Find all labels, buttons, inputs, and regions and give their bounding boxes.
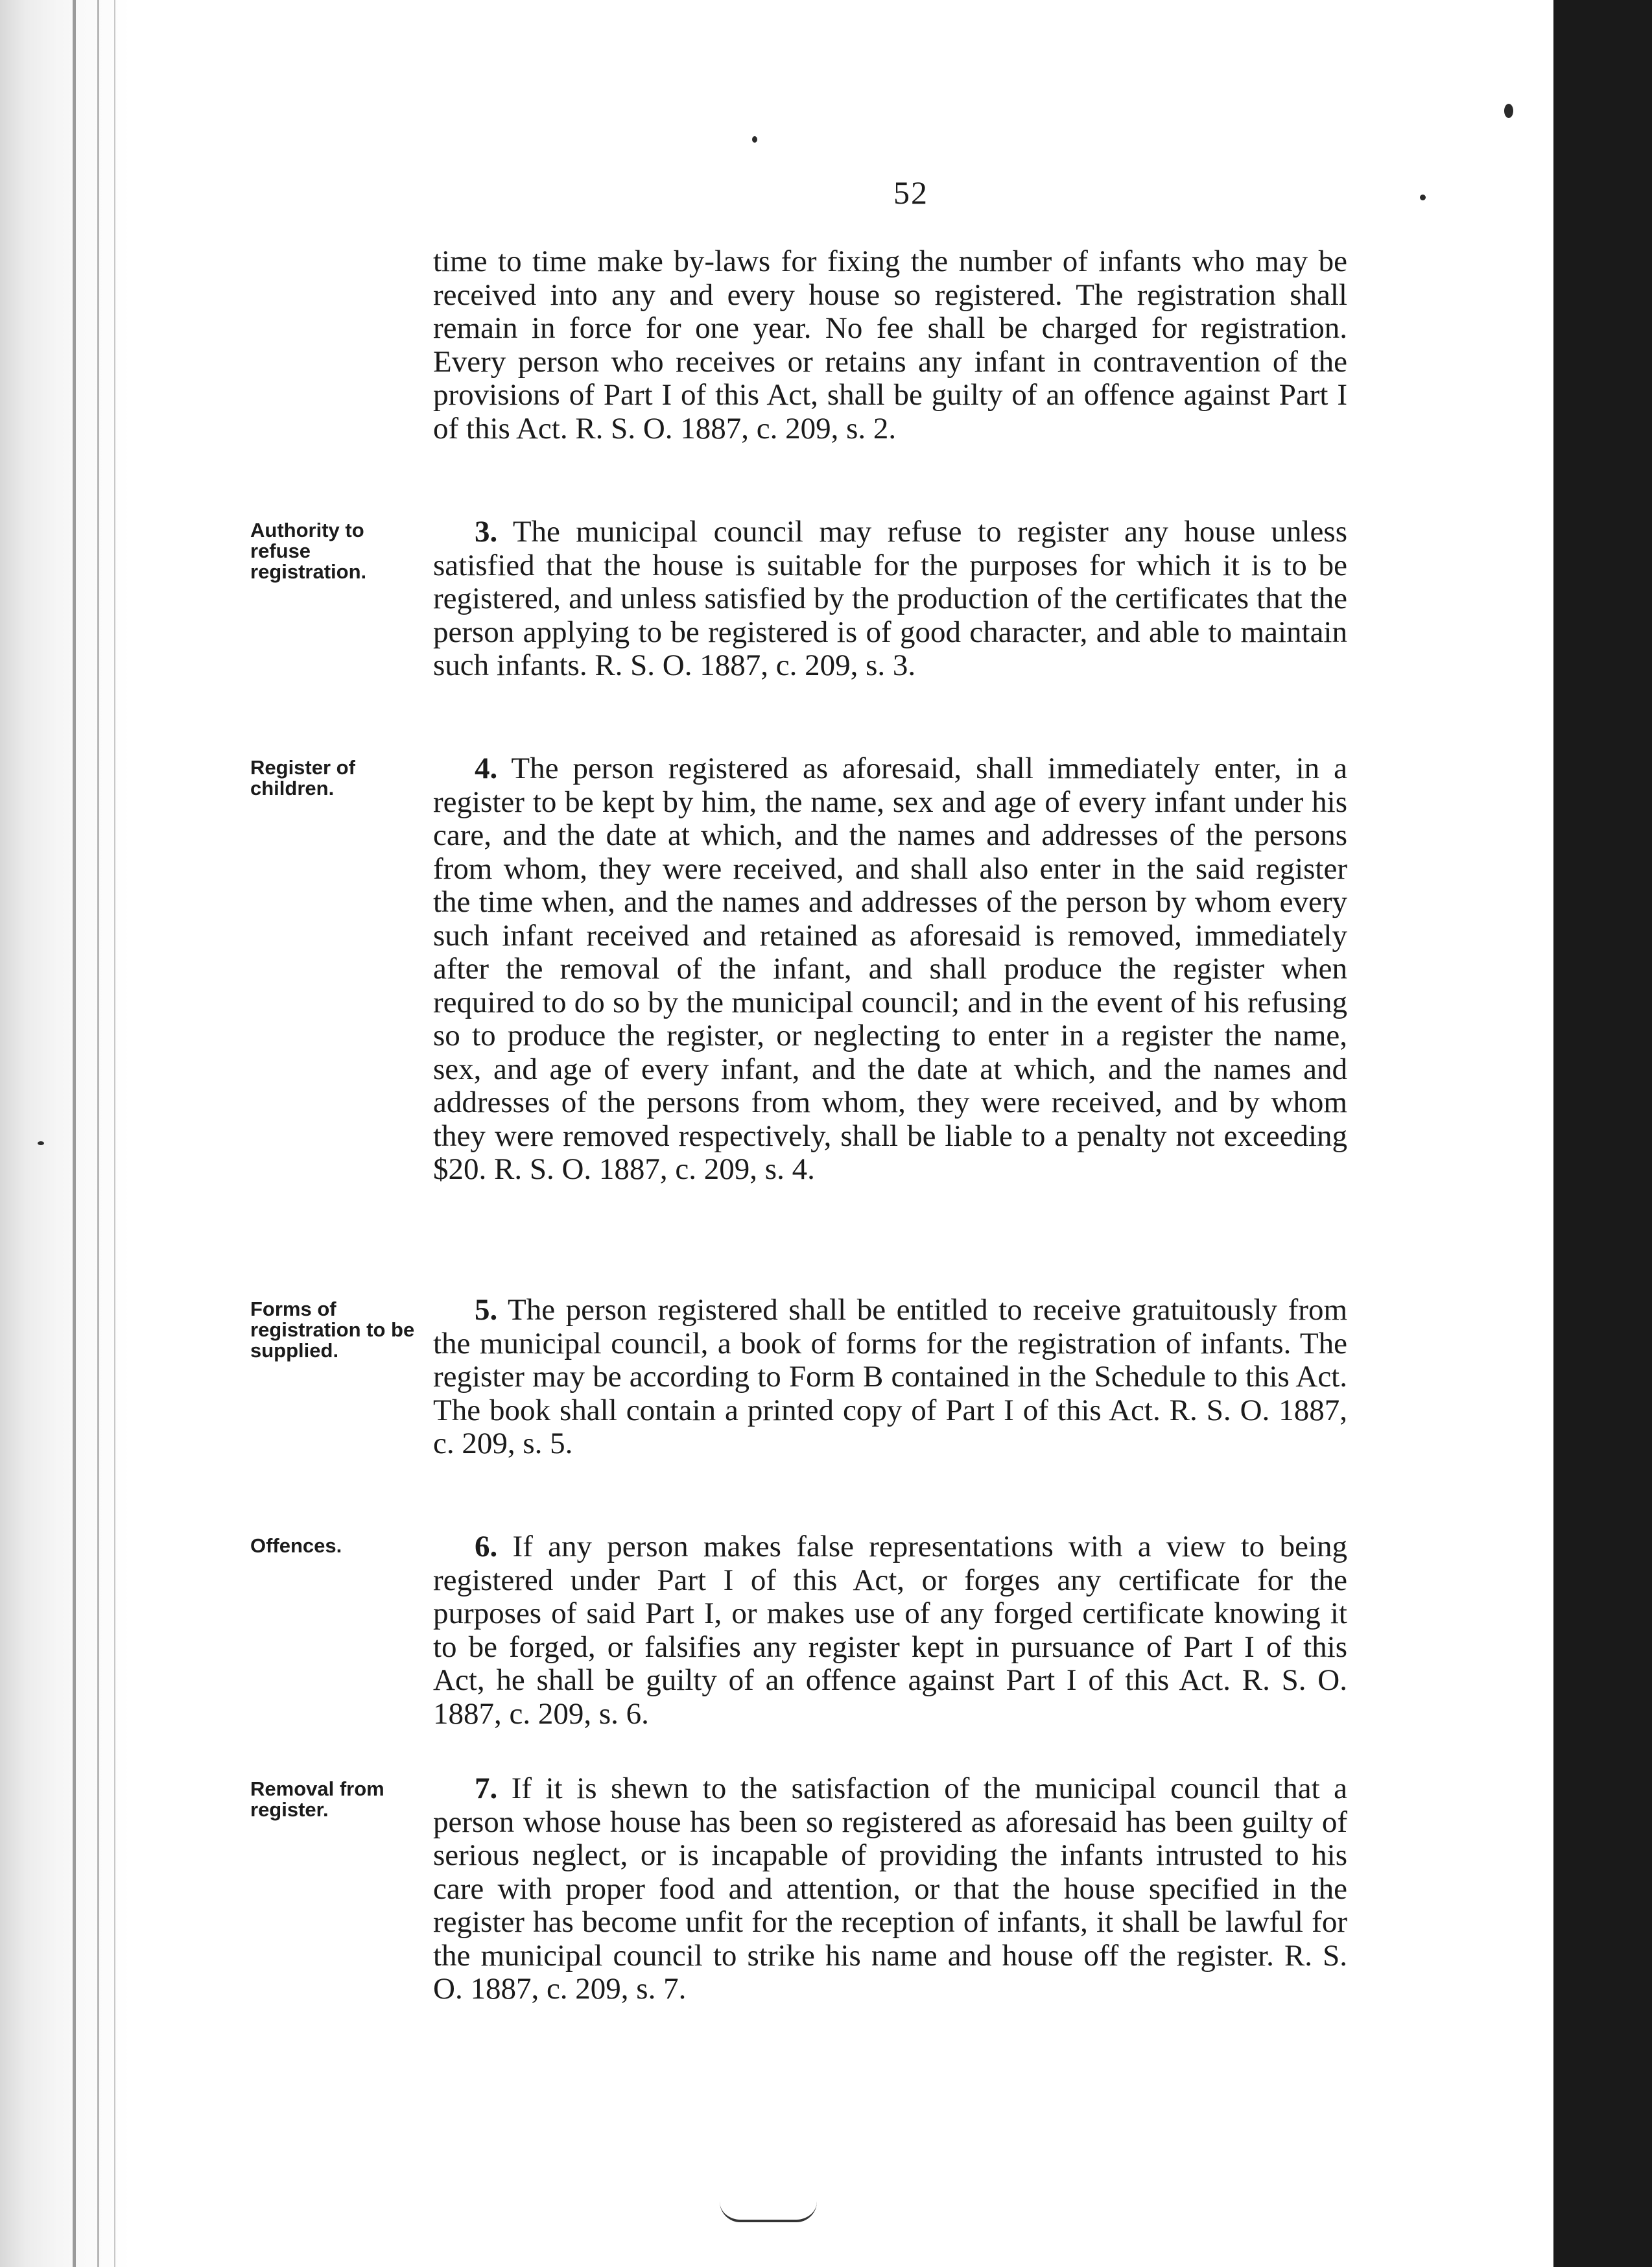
section-number: 4. [475, 752, 498, 785]
scan-speck [1504, 104, 1513, 118]
section-number: 3. [475, 515, 498, 549]
paragraph-section-6 [433, 1530, 1347, 1731]
section-number: 5. [475, 1293, 498, 1327]
paragraph-section-7 [433, 1772, 1347, 2006]
facing-page-edge [1552, 0, 1652, 2267]
paragraph-section-4 [433, 752, 1347, 1187]
paragraph-text: The person registered shall be entitled to receive gratuitously from the municipal council, a book of forms for the registration of infants. The register may be according to Form B contained in the Schedule to this Act. The book shall contain a printed copy of Part I of this Act. R. S. O. 1887, c. 209, s. 5. [433, 1293, 1347, 1460]
paragraph-body [433, 1772, 1347, 2006]
scan-speck [1420, 195, 1426, 200]
paragraph-body [433, 752, 1347, 1187]
paragraph-continuation [433, 245, 1347, 445]
binding-line [97, 0, 99, 2267]
margin-note-section-3: Authority to refuse registration. [250, 519, 367, 583]
paragraph-text: time to time make by-laws for fixing the number of infants who may be received into any and every house so registered. The registration shall remain in force for one year. No fee shall be charged for registration. Every person who receives or retains any infant in contravention of the provisions of Part I of this Act, shall be guilty of an offence against Part I of this Act. R. S. O. 1887, c. 209, s. 2. [433, 244, 1347, 445]
paragraph-section-5 [433, 1294, 1347, 1461]
scan-mark [720, 2202, 817, 2222]
section-number: 6. [475, 1530, 498, 1563]
paragraph-section-3 [433, 516, 1347, 683]
paragraph-text: If any person makes false representations with a view to being registered under Part I of this Act, or forges any certificate for the purposes of said Part I, or makes use of any forged certificate knowing it to be forged, or falsifies any register kept in pursuance of Part I of this Act, he shall be guilty of an offence against Part I of this Act. R. S. O. 1887, c. 209, s. 6. [433, 1530, 1347, 1731]
scan-speck [752, 136, 757, 143]
margin-note-section-5: Forms of registration to be supplied. [250, 1298, 415, 1362]
paragraph-text: The municipal council may refuse to register any house unless satisfied that the house is suitable for the purposes for which it is to be registered, and unless satisfied by the production of the certificates that the person applying to be registered is of good character, and able to maintain such infants. R. S. O. 1887, c. 209, s. 3. [433, 515, 1347, 682]
binding-line [73, 0, 76, 2267]
page-number: 52 [893, 174, 928, 211]
page-edge-strip [1535, 0, 1553, 2267]
binding-shadow [0, 0, 130, 2267]
paragraph-text: If it is shewn to the satisfaction of the municipal council that a person whose house has been so registered as aforesaid has been guilty of serious neglect, or is incapable of providing the infants intrusted to his care with proper food and attention, or that the house specified in the register has become unfit for the reception of infants, it shall be lawful for the municipal council to strike his name and house off the register. R. S. O. 1887, c. 209, s. 7. [433, 1772, 1347, 2006]
paragraph-body [433, 516, 1347, 683]
margin-note-section-6: Offences. [250, 1534, 342, 1557]
paragraph-body [433, 1530, 1347, 1731]
binding-line [114, 0, 115, 2267]
paragraph-text: The person registered as aforesaid, shall immediately enter, in a register to be kept by him, the name, sex and age of every infant under his care, and the date at which, and the names and addresses of the persons from whom, they were received, and shall also enter in the said register the time when, and the names and addresses of the person by whom every such infant received and retained as aforesaid is removed, immediately after the removal of the infant, and shall produce the register when required to do so by the municipal council; and in the event of his refusing so to produce the register, or neglecting to enter in a register the name, sex, and age of every infant, and the date at which, and the names and addresses of the persons from whom, they were received, and by whom they were removed respectively, shall be liable to a penalty not exceeding $20. R. S. O. 1887, c. 209, s. 4. [433, 752, 1347, 1186]
paragraph-body [433, 1294, 1347, 1461]
margin-note-section-4: Register of children. [250, 756, 355, 800]
section-number: 7. [475, 1772, 498, 1805]
margin-note-section-7: Removal from register. [250, 1777, 384, 1821]
scan-speck [38, 1141, 44, 1145]
